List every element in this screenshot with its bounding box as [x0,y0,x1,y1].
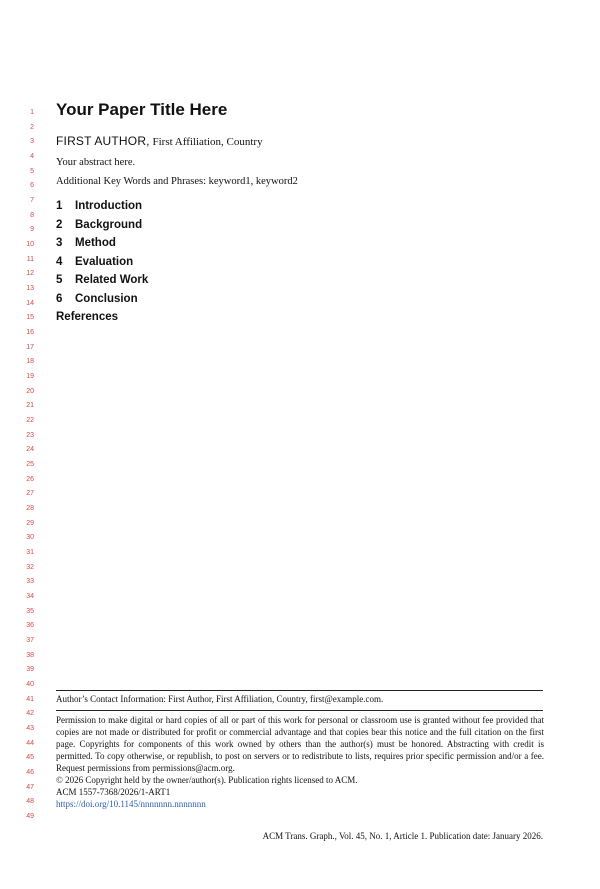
line-number: 25 [26,461,34,469]
line-number: 19 [26,373,34,381]
abstract: Your abstract here. [56,157,136,168]
table-of-contents [56,198,148,328]
line-number: 28 [26,505,34,513]
line-number: 12 [26,270,34,278]
line-number: 43 [26,725,34,733]
toc-label: Introduction [75,200,143,212]
author-name: FIRST AUTHOR, [56,134,150,148]
line-number: 16 [26,329,34,337]
keywords: Additional Key Words and Phrases: keyword1, keyword2 [56,176,298,187]
line-number: 37 [26,637,34,645]
toc-item-background [56,217,148,236]
issn-line: ACM 1557-7368/2026/1-ART1 [56,787,171,797]
line-number: 5 [30,167,34,175]
doi-link[interactable]: https://doi.org/10.1145/nnnnnnn.nnnnnnn [56,799,206,809]
line-number: 38 [26,651,34,659]
line-number: 9 [30,226,34,234]
line-number: 30 [26,534,34,542]
line-number: 47 [26,783,34,791]
footnote-rule [56,710,543,711]
line-number: 49 [26,813,34,821]
toc-number: 1 [56,200,63,212]
permission-statement: Permission to make digital or hard copies of all or part of this work for personal or classroom use is granted without fee provided that copies are not made or distributed for profit or commercial advantage and that copies bear this notice and the full citation on the first page. Copyrights for components of this work owned by others than the author(s) must be honored. Abstracting with credit is permitted. To copy otherwise, or republish, to post on servers or to redistribute to lists, requires prior specific permission and/or a fee. Request permissions from permissions@acm.org. [56,715,544,773]
line-number: 23 [26,431,34,439]
line-number: 44 [26,739,34,747]
line-number: 31 [26,549,34,557]
copyright-line: © 2026 Copyright held by the owner/author(s). Publication rights licensed to ACM. [56,775,358,785]
line-number: 21 [26,402,34,410]
line-number: 27 [26,490,34,498]
line-number: 33 [26,578,34,586]
footnote-rule-top [56,690,543,691]
line-number: 11 [26,255,34,263]
toc-label: Method [75,237,116,249]
toc-item-references [56,309,148,328]
toc-item-introduction [56,198,148,217]
toc-label: Conclusion [75,292,138,305]
permission-footnote [56,714,544,810]
line-number: 32 [26,563,34,571]
line-number: 17 [26,343,34,351]
line-number: 46 [26,769,34,777]
toc-number: 4 [56,255,63,268]
line-number-margin [0,0,34,889]
line-number: 14 [26,299,34,307]
line-number: 10 [26,241,34,249]
line-number: 26 [26,475,34,483]
toc-label: References [56,311,119,323]
line-number: 41 [26,695,34,703]
line-number: 34 [26,593,34,601]
author-affiliation: First Affiliation, Country [152,136,263,148]
line-number: 15 [26,314,34,322]
toc-item-method [56,235,148,254]
line-number: 29 [26,519,34,527]
toc-item-evaluation [56,254,148,273]
line-number: 18 [26,358,34,366]
running-footer: ACM Trans. Graph., Vol. 45, No. 1, Article 1. Publication date: January 2026. [262,831,543,841]
author-line [56,134,263,148]
contact-information: Author’s Contact Information: First Author, First Affiliation, Country, first@example.com. [56,694,384,704]
line-number: 24 [26,446,34,454]
line-number: 4 [30,153,34,160]
line-number: 20 [26,387,34,395]
line-number: 48 [26,798,34,806]
line-number: 6 [30,182,34,190]
paper-title: Your Paper Title Here [56,100,228,119]
line-number: 8 [30,211,34,219]
line-number: 35 [26,607,34,615]
toc-item-related-work [56,272,148,291]
toc-label: Background [75,218,143,231]
toc-label: Related Work [75,274,149,286]
toc-label: Evaluation [75,255,134,268]
line-number: 42 [26,710,34,718]
line-number: 2 [30,123,34,131]
line-number: 7 [30,197,34,205]
line-number: 39 [26,666,34,674]
line-number: 1 [30,109,34,116]
toc-number: 5 [56,274,63,286]
line-number: 22 [26,417,34,425]
line-number: 13 [26,285,34,293]
toc-item-conclusion [56,291,148,310]
line-number: 40 [26,681,34,689]
toc-number: 6 [56,292,63,305]
toc-number: 3 [56,237,63,249]
line-number: 36 [26,622,34,630]
line-number: 45 [26,754,34,762]
line-number: 3 [30,138,34,146]
toc-number: 2 [56,218,63,231]
